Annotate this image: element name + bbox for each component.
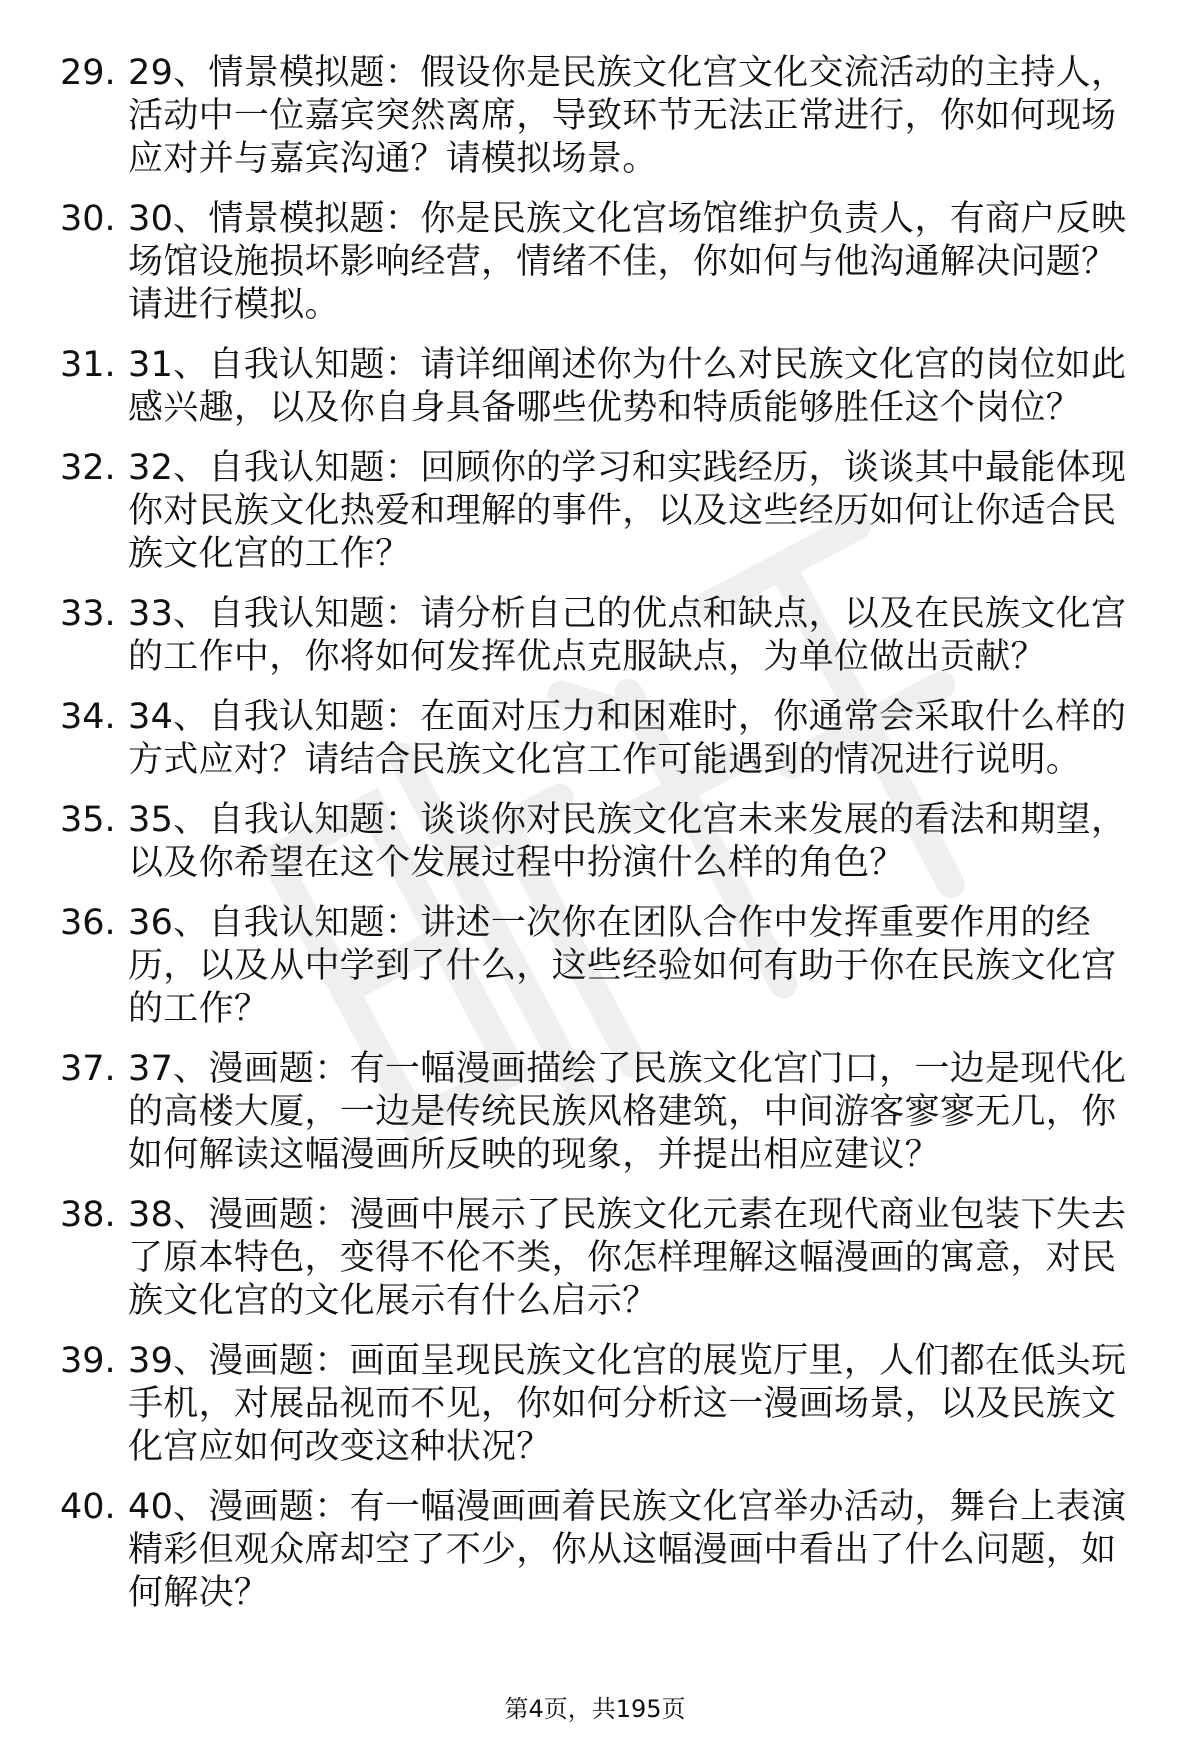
item-text: 37、漫画题：有一幅漫画描绘了民族文化宫门口，一边是现代化的高楼大厦，一边是传统民族风格建筑，中间游客寥寥无几，你如何解读这幅漫画所反映的现象，并提出相应建议？ — [128, 1049, 1127, 1175]
list-item — [60, 1194, 1150, 1323]
item-text: 34、自我认知题：在面对压力和困难时，你通常会采取什么样的方式应对？请结合民族文化宫工作可能遇到的情况进行说明。 — [128, 697, 1127, 780]
list-item — [60, 902, 1150, 1031]
item-text: 30、情景模拟题：你是民族文化宫场馆维护负责人，有商户反映场馆设施损坏影响经营，情绪不佳，你如何与他沟通解决问题？请进行模拟。 — [128, 199, 1127, 325]
item-text: 31、自我认知题：请详细阐述你为什么对民族文化宫的岗位如此感兴趣，以及你自身具备哪些优势和特质能够胜任这个岗位？ — [128, 345, 1127, 428]
item-text: 39、漫画题：画面呈现民族文化宫的展览厅里，人们都在低头玩手机，对展品视而不见，你如何分析这一漫画场景，以及民族文化宫应如何改变这种状况？ — [128, 1341, 1127, 1467]
item-text: 38、漫画题：漫画中展示了民族文化元素在现代商业包装下失去了原本特色，变得不伦不类，你怎样理解这幅漫画的寓意，对民族文化宫的文化展示有什么启示？ — [128, 1195, 1127, 1321]
list-item — [60, 52, 1150, 181]
list-item — [60, 696, 1150, 782]
list-item — [60, 1486, 1150, 1615]
item-number: 32. — [60, 448, 116, 488]
item-number: 38. — [60, 1195, 116, 1235]
item-text: 36、自我认知题：讲述一次你在团队合作中发挥重要作用的经历，以及从中学到了什么，这些经验如何有助于你在民族文化宫的工作？ — [128, 903, 1117, 1029]
item-number: 37. — [60, 1049, 116, 1089]
list-item — [60, 1340, 1150, 1469]
item-text: 33、自我认知题：请分析自己的优点和缺点，以及在民族文化宫的工作中，你将如何发挥优点克服缺点，为单位做出贡献？ — [128, 594, 1127, 677]
item-number: 40. — [60, 1487, 116, 1527]
page-footer: 第4页，共195页 — [504, 1695, 686, 1723]
item-number: 31. — [60, 345, 116, 385]
item-number: 29. — [60, 53, 116, 93]
item-text: 29、情景模拟题：假设你是民族文化宫文化交流活动的主持人，活动中一位嘉宾突然离席，导致环节无法正常进行，你如何现场应对并与嘉宾沟通？请模拟场景。 — [128, 53, 1127, 179]
list-item — [60, 447, 1150, 576]
item-text: 35、自我认知题：谈谈你对民族文化宫未来发展的看法和期望，以及你希望在这个发展过程中扮演什么样的角色？ — [128, 800, 1127, 883]
list-item — [60, 198, 1150, 327]
item-number: 35. — [60, 800, 116, 840]
item-text: 40、漫画题：有一幅漫画画着民族文化宫举办活动，舞台上表演精彩但观众席却空了不少，你从这幅漫画中看出了什么问题，如何解决？ — [128, 1487, 1127, 1613]
item-number: 36. — [60, 903, 116, 943]
item-number: 39. — [60, 1341, 116, 1381]
item-number: 30. — [60, 199, 116, 239]
question-list — [60, 52, 1150, 1632]
list-item — [60, 344, 1150, 430]
item-text: 32、自我认知题：回顾你的学习和实践经历，谈谈其中最能体现你对民族文化热爱和理解的事件，以及这些经历如何让你适合民族文化宫的工作？ — [128, 448, 1127, 574]
item-number: 34. — [60, 697, 116, 737]
list-item — [60, 1048, 1150, 1177]
item-number: 33. — [60, 594, 116, 634]
list-item — [60, 593, 1150, 679]
list-item — [60, 799, 1150, 885]
